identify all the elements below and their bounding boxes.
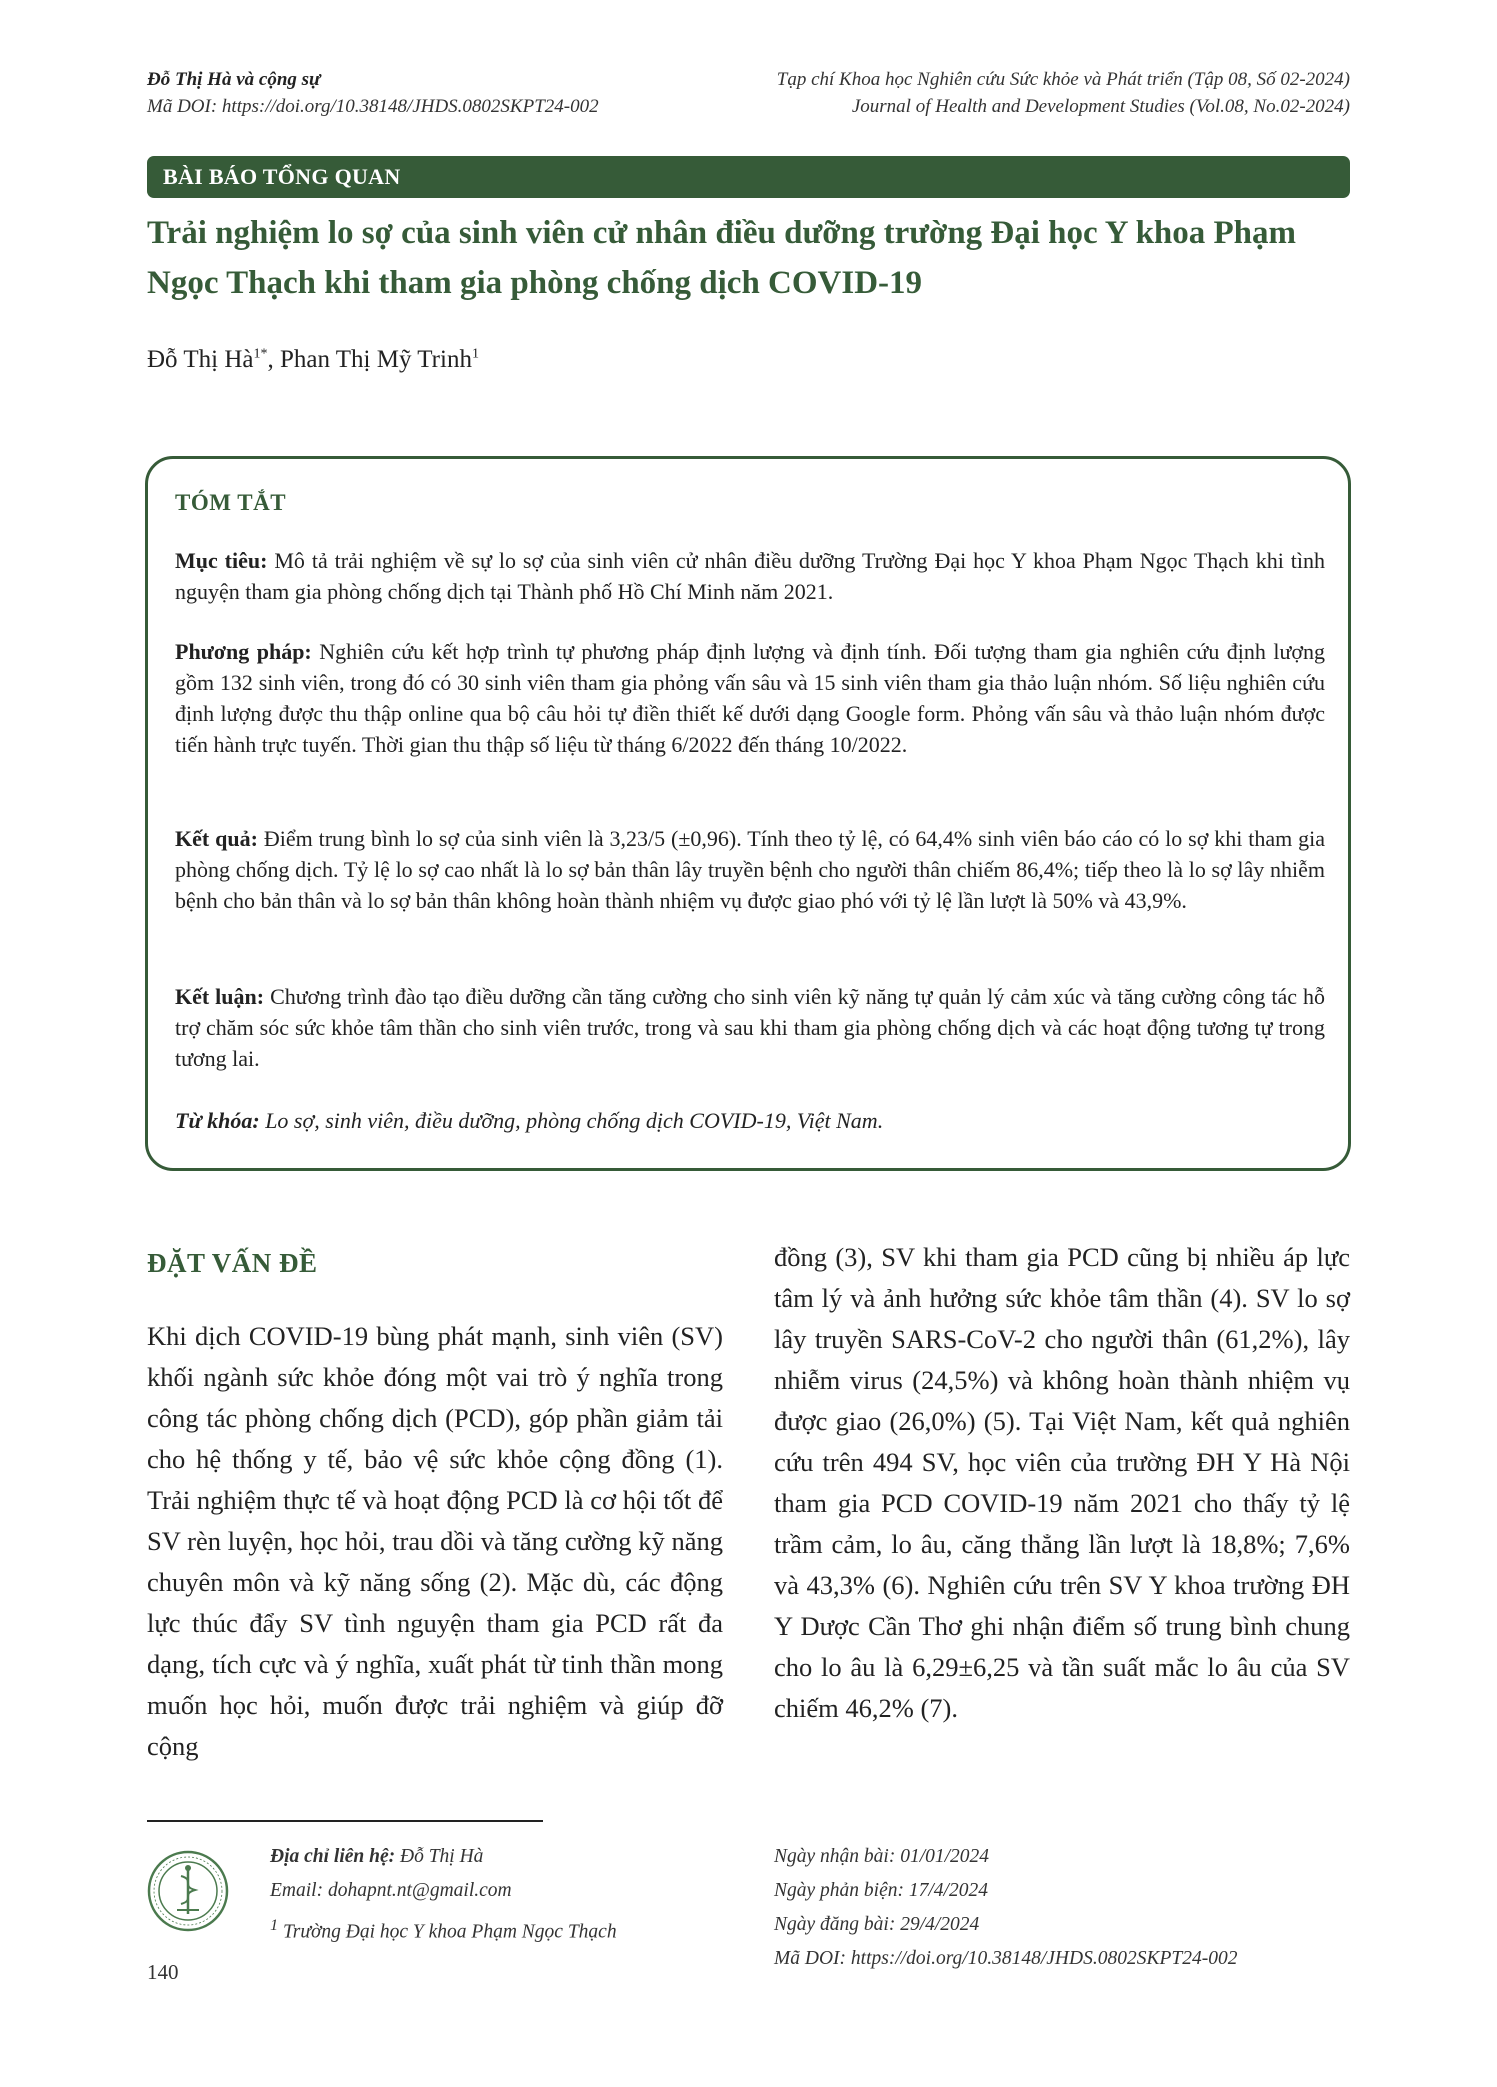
correspondence-block [270,1840,617,1950]
objective-label: Mục tiêu: [175,548,268,573]
footnote-divider [147,1820,543,1822]
conclusion-text: Chương trình đào tạo điều dưỡng cần tăng cường cho sinh viên kỹ năng tự quản lý cảm xúc và tăng cường công tác hỗ trợ chăm sóc sức khỏe tâm thần cho sinh viên trước, trong và sau khi tham gia phòng chống dịch và các hoạt động tương tự trong tương lai. [175,984,1325,1071]
results-label: Kết quả: [175,826,258,851]
section-heading: ĐẶT VẤN ĐỀ [147,1248,318,1278]
article-title: Trải nghiệm lo sợ của sinh viên cử nhân điều dưỡng trường Đại học Y khoa Phạm Ngọc Thạch khi tham gia phòng chống dịch COVID-19 [147,215,1297,301]
affiliation-line [270,1908,617,1950]
author-1: Đỗ Thị Hà [147,346,254,373]
author-1-affiliation: 1* [253,346,268,362]
header-doi[interactable]: Mã DOI: https://doi.org/10.38148/JHDS.0802SKPT24-002 [147,96,599,117]
abstract-results [175,823,1325,916]
date-reviewed: Ngày phản biện: 17/4/2024 [774,1880,988,1901]
author-list [147,346,479,374]
university-seal-icon [147,1850,229,1932]
author-2: Phan Thị Mỹ Trinh [279,346,472,373]
author-separator: , [267,346,280,373]
section-banner: BÀI BÁO TỔNG QUAN [147,156,1350,198]
date-received: Ngày nhận bài: 01/01/2024 [774,1846,990,1867]
header-journal-en: Journal of Health and Development Studies (Vol.08, No.02-2024) [851,96,1350,117]
methods-label: Phương pháp: [175,639,312,664]
contact-email[interactable]: Email: dohapnt.nt@gmail.com [270,1880,512,1901]
abstract-keywords [175,1105,1325,1136]
header-journal-vi: Tạp chí Khoa học Nghiên cứu Sức khỏe và Phát triển (Tập 08, Số 02-2024) [776,69,1350,90]
body-column-left: Khi dịch COVID-19 bùng phát mạnh, sinh viên (SV) khối ngành sức khỏe đóng một vai trò ý nghĩa trong công tác phòng chống dịch (PCD), góp phần giảm tải cho hệ thống y tế, bảo vệ sức khỏe cộng đồng (1). Trải nghiệm thực tế và hoạt động PCD là cơ hội tốt để SV rèn luyện, học hỏi, trau dồi và tăng cường kỹ năng chuyên môn và kỹ năng sống (2). Mặc dù, các động lực thúc đẩy SV tình nguyện tham gia PCD rất đa dạng, tích cực và ý nghĩa, xuất phát từ tinh thần mong muốn học hỏi, muốn được trải nghiệm và giúp đỡ cộng [147,1321,723,1761]
abstract-methods [175,636,1325,760]
contact-name: Đỗ Thị Hà [400,1846,484,1867]
conclusion-label: Kết luận: [175,984,265,1009]
header-author: Đỗ Thị Hà và cộng sự [147,69,321,90]
footer-doi[interactable]: Mã DOI: https://doi.org/10.38148/JHDS.0802SKPT24-002 [774,1948,1238,1969]
author-2-affiliation: 1 [471,346,479,362]
abstract-heading: TÓM TẮT [175,490,287,515]
contact-label: Địa chỉ liên hệ: [270,1846,396,1867]
page-number: 140 [147,1960,179,1984]
abstract-conclusion [175,981,1325,1074]
date-published: Ngày đăng bài: 29/4/2024 [774,1914,980,1935]
affiliation-text: Trường Đại học Y khoa Phạm Ngọc Thạch [283,1921,617,1943]
running-header-right [590,66,1350,120]
keywords-text: Lo sợ, sinh viên, điều dưỡng, phòng chống dịch COVID-19, Việt Nam. [265,1108,884,1133]
abstract-objective [175,545,1325,607]
keywords-label: Từ khóa: [175,1108,260,1133]
results-text: Điểm trung bình lo sợ của sinh viên là 3,23/5 (±0,96). Tính theo tỷ lệ, có 64,4% sinh viên báo cáo có lo sợ khi tham gia phòng chống dịch. Tỷ lệ lo sợ cao nhất là lo sợ bản thân lây truyền bệnh cho người thân chiếm 86,4%; tiếp theo là lo sợ lây nhiễm bệnh cho bản thân và lo sợ bản thân không hoàn thành nhiệm vụ được giao phó với tỷ lệ lần lượt là 50% và 43,9%. [175,826,1326,913]
body-column-right: đồng (3), SV khi tham gia PCD cũng bị nhiều áp lực tâm lý và ảnh hưởng sức khỏe tâm thần (4). SV lo sợ lây truyền SARS-CoV-2 cho người thân (61,2%), lây nhiễm virus (24,5%) và không hoàn thành nhiệm vụ được giao (26,0%) (5). Tại Việt Nam, kết quả nghiên cứu trên 494 SV, học viên của trường ĐH Y Hà Nội tham gia PCD COVID-19 năm 2021 cho thấy tỷ lệ trầm cảm, lo âu, căng thẳng lần lượt là 18,8%; 7,6% và 43,3% (6). Nghiên cứu trên SV Y khoa trường ĐH Y Dược Cần Thơ ghi nhận điểm số trung bình chung cho lo âu là 6,29±6,25 và tần suất mắc lo âu của SV chiếm 46,2% (7). [774,1242,1350,1723]
affiliation-marker: 1 [270,1916,279,1934]
objective-text: Mô tả trải nghiệm về sự lo sợ của sinh viên cử nhân điều dưỡng Trường Đại học Y khoa Phạm Ngọc Thạch khi tình nguyện tham gia phòng chống dịch tại Thành phố Hồ Chí Minh năm 2021. [175,548,1326,604]
methods-text: Nghiên cứu kết hợp trình tự phương pháp định lượng và định tính. Đối tượng tham gia nghiên cứu định lượng gồm 132 sinh viên, trong đó có 30 sinh viên tham gia phỏng vấn sâu và 15 sinh viên tham gia thảo luận nhóm. Số liệu nghiên cứu định lượng được thu thập online qua bộ câu hỏi tự điền thiết kế dưới dạng Google form. Phỏng vấn sâu và thảo luận nhóm được tiến hành trực tuyến. Thời gian thu thập số liệu từ tháng 6/2022 đến tháng 10/2022. [175,639,1326,757]
article-dates [774,1840,1237,1976]
contact-line [270,1840,617,1874]
